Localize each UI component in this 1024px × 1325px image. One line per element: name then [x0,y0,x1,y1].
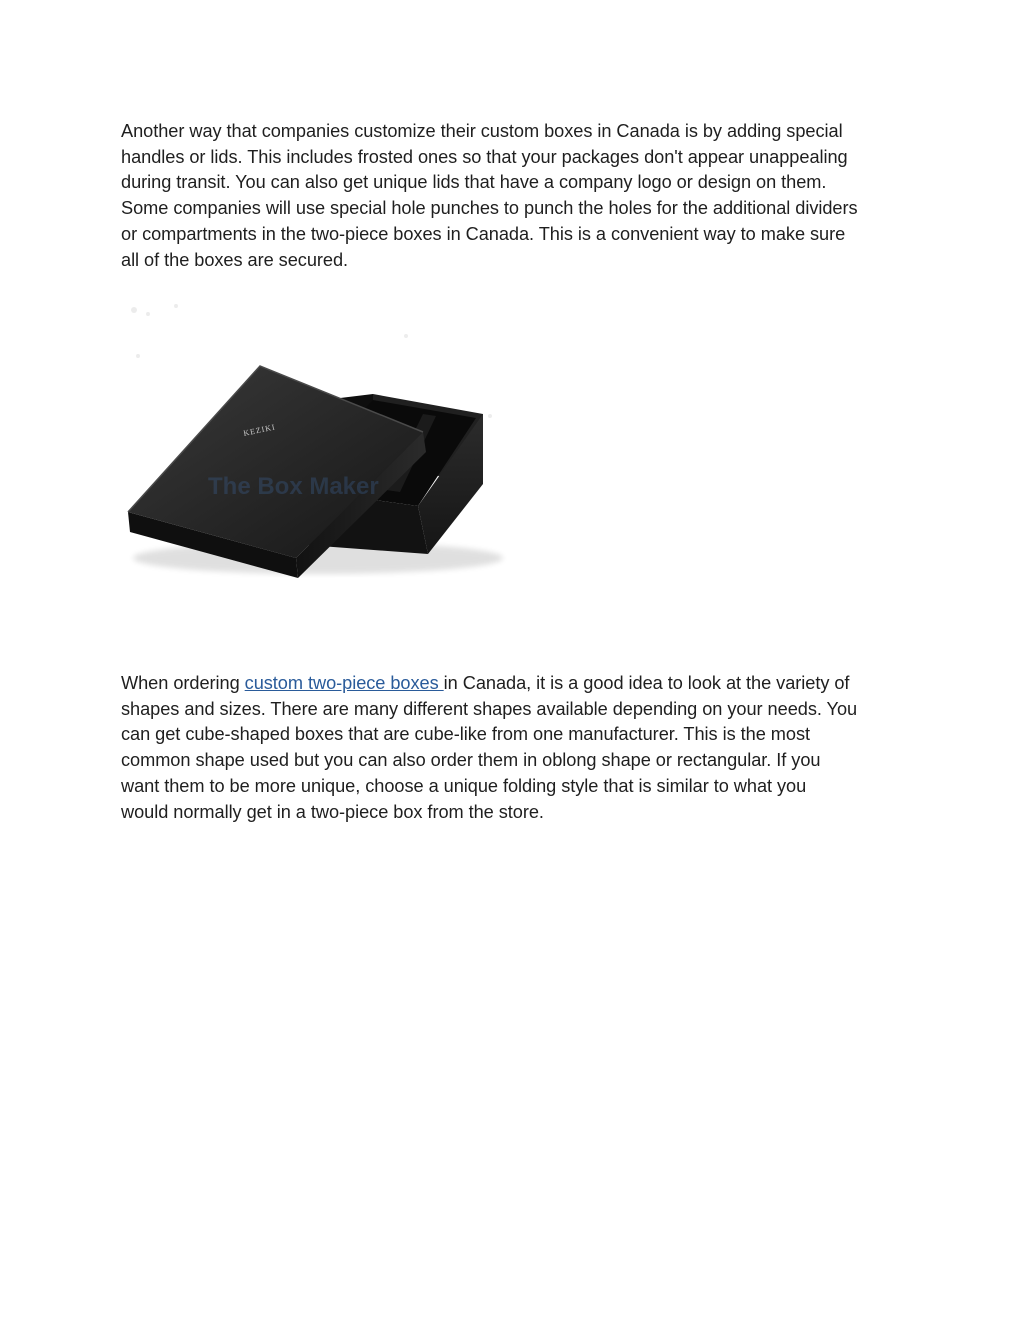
box-illustration [118,296,508,596]
paragraph-intro [121,119,911,273]
paragraph-line: or compartments in the two-piece boxes in Canada. This is a convenient way to make sure [121,223,846,244]
paragraph-ordering [121,671,911,825]
paragraph-line: all of the boxes are secured. [121,249,349,270]
paragraph-line: shapes and sizes. There are many different shapes available depending on your needs. You [121,698,858,719]
paragraph-line: Another way that companies customize their custom boxes in Canada is by adding special [121,121,843,141]
paragraph-line [121,671,911,697]
paragraph-line: handles or lids. This includes frosted ones so that your packages don't appear unappealing [121,146,848,167]
paragraph-line: common shape used but you can also order them in oblong shape or rectangular. If you [121,750,821,771]
paragraph-line: Some companies will use special hole punches to punch the holes for the additional dividers [121,198,858,219]
box-product-image [118,296,508,596]
paragraph-line: would normally get in a two-piece box from the store. [121,801,544,822]
paragraph-text: When ordering [121,673,245,693]
image-watermark: The Box Maker [208,473,379,500]
paragraph-line: during transit. You can also get unique lids that have a company logo or design on them. [121,172,827,193]
paragraph-line: want them to be more unique, choose a unique folding style that is similar to what you [121,775,807,796]
paragraph-text: in Canada, it is a good idea to look at the variety of [443,673,850,693]
custom-two-piece-boxes-link[interactable]: custom two-piece boxes [244,673,444,693]
paragraph-line: can get cube-shaped boxes that are cube-like from one manufacturer. This is the most [121,724,810,745]
lid-logo-text: KEZIKI [242,422,277,438]
